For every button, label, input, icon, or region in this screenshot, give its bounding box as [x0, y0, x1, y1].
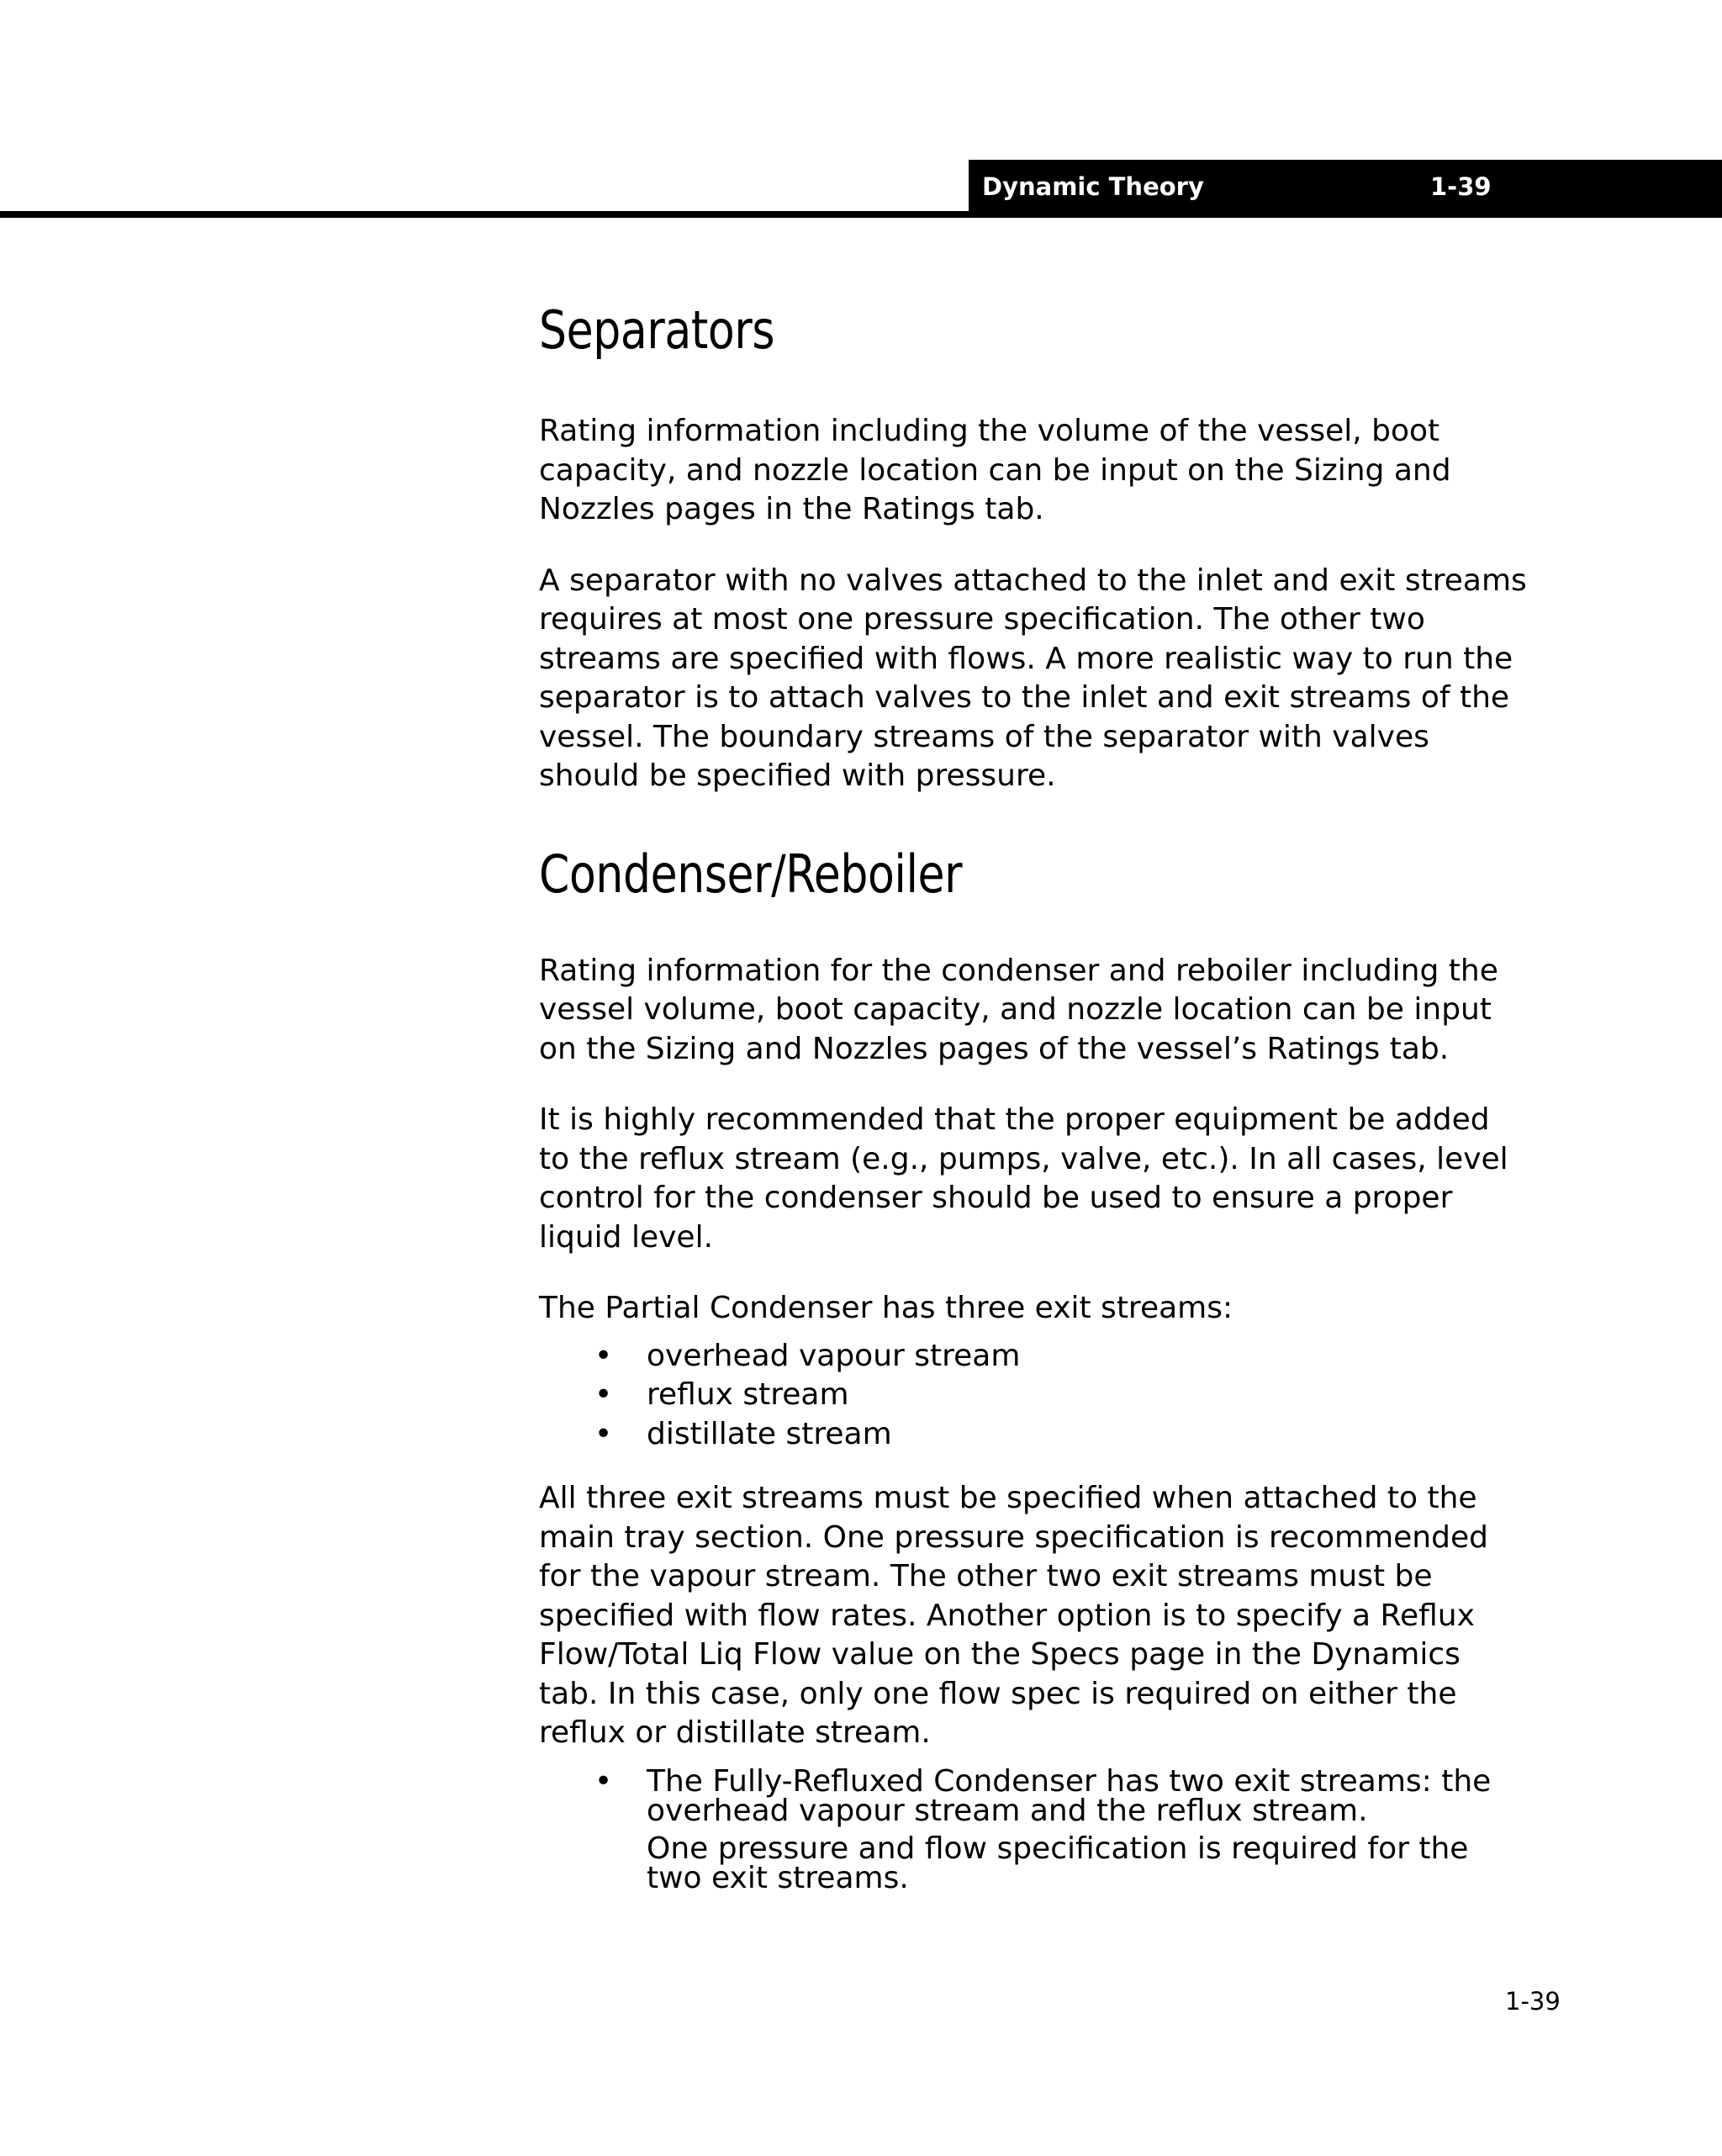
text-line: One pressure and flow specification is required for the: [647, 1831, 1469, 1866]
footer-page-number: 1-39: [1505, 1987, 1561, 2016]
paragraph-condenser-rating: [539, 952, 1514, 1070]
text-line: specified with flow rates. Another option is to specify a Reflux: [539, 1598, 1475, 1633]
heading-condenser-reboiler: Condenser/Reboiler: [539, 843, 963, 905]
text-line: main tray section. One pressure specification is recommended: [539, 1519, 1488, 1555]
text-line: vessel. The boundary streams of the separator with valves: [539, 719, 1429, 754]
text-line: liquid level.: [539, 1219, 714, 1255]
page-body: [539, 299, 1527, 1895]
text-line: vessel volume, boot capacity, and nozzle location can be input: [539, 992, 1492, 1027]
heading-separators: Separators: [539, 299, 775, 361]
fully-refluxed-list: [539, 1763, 1514, 1828]
running-header-title: Dynamic Theory: [982, 172, 1204, 201]
paragraph-exit-stream-specs: [539, 1479, 1514, 1753]
paragraph-separators-rating: [539, 412, 1514, 530]
list-item: • distillate stream: [539, 1415, 1514, 1455]
text-line: overhead vapour stream and the reflux stream.: [647, 1793, 1368, 1828]
text-line: streams are specified with flows. A more realistic way to run the: [539, 641, 1513, 676]
text-line: control for the condenser should be used to ensure a proper: [539, 1181, 1453, 1215]
list-item: • reflux stream: [539, 1376, 1514, 1415]
text-line: capacity, and nozzle location can be input on the Sizing and: [539, 452, 1451, 488]
text-line: tab. In this case, only one flow spec is required on either the: [539, 1676, 1457, 1711]
text-line: requires at most one pressure specification. The other two: [539, 602, 1425, 637]
text-line: on the Sizing and Nozzles pages of the vessel’s Ratings tab.: [539, 1031, 1450, 1066]
paragraph-partial-condenser-intro: [539, 1289, 1514, 1329]
text-line: for the vapour stream. The other two exit streams must be: [539, 1559, 1433, 1593]
text-line: Rating information for the condenser and reboiler including the: [539, 953, 1498, 988]
list-item: • overhead vapour stream: [539, 1337, 1514, 1377]
text-line: A separator with no valves attached to the inlet and exit streams: [539, 563, 1527, 598]
text-line: to the reflux stream (e.g., pumps, valve, etc.). In all cases, level: [539, 1141, 1508, 1176]
partial-condenser-stream-list: [539, 1337, 1514, 1455]
text-line: The Partial Condenser has three exit streams:: [539, 1291, 1233, 1325]
text-line: Nozzles pages in the Ratings tab.: [539, 492, 1044, 526]
text-line: • The Fully-Refluxed Condenser has two exit streams: the: [647, 1763, 1492, 1799]
text-line: two exit streams.: [647, 1860, 909, 1895]
paragraph-separators-valves: [539, 562, 1527, 796]
text-line: Flow/Total Liq Flow value on the Specs page in the Dynamics: [539, 1637, 1461, 1672]
fully-refluxed-note: [539, 1831, 1514, 1895]
paragraph-condenser-equipment: [539, 1101, 1514, 1257]
text-line: All three exit streams must be specified when attached to the: [539, 1481, 1477, 1515]
running-header-page-number: 1-39: [1430, 172, 1492, 201]
text-line: Rating information including the volume of the vessel, boot: [539, 414, 1440, 448]
list-item-fully-refluxed: [539, 1763, 1514, 1828]
text-line: should be specified with pressure.: [539, 758, 1056, 793]
text-line: It is highly recommended that the proper equipment be added: [539, 1102, 1490, 1137]
text-line: separator is to attach valves to the inlet and exit streams of the: [539, 680, 1510, 715]
text-line: reflux or distillate stream.: [539, 1715, 931, 1750]
